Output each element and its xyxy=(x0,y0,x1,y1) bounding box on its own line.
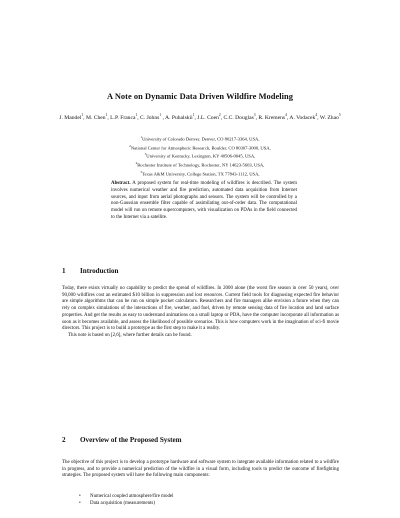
affiliation-marker: 1 xyxy=(192,113,195,117)
affiliation-text: Texas A&M University, College Station, TX 77843-1112, USA, xyxy=(142,171,260,177)
author-separator: , xyxy=(317,114,320,121)
affiliation xyxy=(40,169,360,178)
author-name: M. Chen xyxy=(85,114,106,121)
abstract-label: Abstract. xyxy=(111,181,131,186)
bullet-icon: • xyxy=(79,500,81,506)
affiliation-marker: 5 xyxy=(338,113,341,117)
affiliation-marker: 1 xyxy=(81,113,84,117)
affiliation-marker: 1 xyxy=(135,113,138,117)
affiliation-text: University of Colorado Denver, Denver, CO 80217-3364, USA, xyxy=(142,136,260,142)
author-separator: , xyxy=(255,114,259,121)
list-item-text: Numerical coupled atmosphere/fire model xyxy=(90,494,174,499)
author xyxy=(220,113,259,121)
author xyxy=(86,115,110,121)
author-separator: , xyxy=(161,114,166,121)
abstract xyxy=(111,181,297,222)
affiliation-marker: 3 xyxy=(144,152,147,157)
section-heading-overview xyxy=(62,436,182,444)
affiliation-marker: 4 xyxy=(315,113,318,117)
affiliation-marker: 1 xyxy=(105,113,108,117)
abstract-text: A proposed system for real-time modeling of wildfires is described. The system involves numerical weather and fire prediction, automated data acquisition from Internet sources, and input from aerial photographs and sensors. The system will be controlled by a non-Gaussian ensemble filter capable of assimilating out-of-order data. The computational model will run on remote supercomputers, with visualization on PDAs in the field connected to the Internet via a satellite. xyxy=(111,181,297,220)
affiliation-marker: 3 xyxy=(253,113,256,117)
overview-body xyxy=(62,460,339,480)
author-separator: , xyxy=(286,114,290,121)
paragraph: The objective of this project is to develop a prototype hardware and software system to integrate available information related to a wildfire in progress, and to provide a numerical prediction of the wildfire in a visual form, including tools to predict the outcome of firefighting strategies. The proposed system will have the following main components: xyxy=(62,460,339,479)
author-list xyxy=(40,111,360,122)
affiliation-text: University of Kentucky, Lexington, KY 40506-0045, USA, xyxy=(146,154,256,159)
author-name: C. Johns xyxy=(140,114,160,121)
list-item-text: Data acquisition (measurements) xyxy=(90,500,155,506)
section-title: Overview of the Proposed System xyxy=(80,436,182,444)
author-separator: , xyxy=(194,114,198,121)
author xyxy=(59,115,86,121)
affiliation-marker: 4 xyxy=(285,113,287,117)
author xyxy=(197,115,223,121)
author-separator: , xyxy=(137,114,141,121)
author xyxy=(110,115,140,121)
component-list xyxy=(62,494,339,507)
section-title: Introduction xyxy=(80,267,119,275)
affiliation-list xyxy=(40,134,360,178)
author-name: A. Vodacek xyxy=(289,114,316,121)
list-item xyxy=(62,494,339,501)
introduction-body xyxy=(62,286,339,340)
author-name: A. Puhalskii xyxy=(165,114,193,121)
author xyxy=(140,115,165,121)
section-heading-introduction xyxy=(62,267,119,275)
affiliation-text: Rochester Institute of Technology, Rochester, NY 14623-5603, USA, xyxy=(137,162,265,168)
affiliation xyxy=(40,151,360,160)
author-separator: , xyxy=(107,114,111,121)
affiliation xyxy=(40,134,360,143)
affiliation xyxy=(40,160,360,169)
author xyxy=(320,115,341,121)
affiliation-marker: 1 xyxy=(140,135,143,139)
author-name: J.L. Coen xyxy=(197,114,219,121)
author-separator: , xyxy=(220,114,224,121)
author-separator: , xyxy=(83,114,86,121)
section-number: 1 xyxy=(62,267,66,275)
affiliation-marker: 2 xyxy=(129,143,131,148)
author-name: R. Kremens xyxy=(258,114,286,121)
author xyxy=(165,115,197,121)
affiliation-marker: 2 xyxy=(218,113,221,117)
list-item xyxy=(62,501,339,508)
section-number: 2 xyxy=(62,436,66,444)
bullet-icon: • xyxy=(79,494,81,499)
author xyxy=(286,113,320,121)
paragraph: This note is based on [2,6], where further details can be found. xyxy=(68,333,192,339)
affiliation-text: National Center for Atmospheric Research, Boulder, CO 80307-3000, USA, xyxy=(130,145,271,151)
affiliation-marker: 5 xyxy=(140,169,143,174)
author-name: L.P. Franca xyxy=(110,114,136,121)
paper-title: A Note on Dynamic Data Driven Wildfire Modeling xyxy=(107,92,293,101)
affiliation-marker: 4 xyxy=(135,161,138,166)
author-name: W. Zhao xyxy=(319,114,339,121)
author xyxy=(255,113,290,121)
affiliation xyxy=(40,143,360,152)
author-name: J. Mandel xyxy=(59,114,82,121)
author-name: C.C. Douglas xyxy=(223,114,254,121)
paragraph: Today, there exists virtually no capability to predict the spread of wildfires. In 2000 alone (the worst fire season in over 50 years), over 90,000 wildfires cost an estimated $10 billion in suppression and lost resources. Current field tools for diagnosing expected fire behavior are simple algorithms that can be run on simple pocket calculators. Researchers and fire managers alike envision a future when they can rely on complex simulations of the interactions of fire, weather, and fuel, driven by remote sensing data of fire location and land surface properties. And get the results as easy to understand animations on a small laptop or PDA, have the computer incorporate all information as soon as it becomes available, and assess the likelihood of possible scenarios. This is how computers work in the imagination of sci-fi movie directors. This project is to build a prototype as the first step to make it a reality. xyxy=(62,286,339,332)
affiliation-marker: 1 xyxy=(159,113,162,117)
